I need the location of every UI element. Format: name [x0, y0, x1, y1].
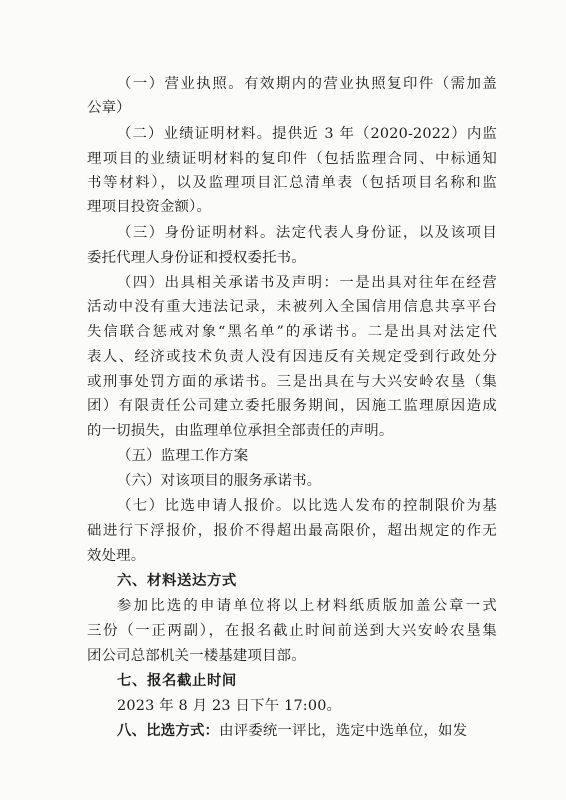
item-7-line-3: 效处理。 [87, 548, 146, 564]
section-8-heading: 八、比选方式： [117, 722, 220, 739]
section-6-line-3: 团公司总部机关一楼基建项目部。 [87, 648, 306, 664]
item-4-line-6: 团）有限责任公司建立委托服务期间，因施工监理原因造成 [87, 398, 497, 414]
section-6-line-2: 三份（一正两副），在报名截止时间前送到大兴安岭农垦集 [87, 623, 497, 639]
section-8-text: 由评委统一评比，选定中选单位，如发 [219, 723, 468, 739]
item-7-line-1: （七）比选申请人报价。以比选人发布的控制限价为基 [117, 498, 497, 514]
item-2-line-4: 理项目投资金额）。 [87, 199, 212, 215]
item-4-line-4: 表人、经济或技术负责人没有因违反有关规定受到行政处分 [87, 349, 497, 365]
item-3-line-1: （三）身份证明材料。法定代表人身份证，以及该项目 [117, 225, 497, 241]
item-6-line-1: （六）对该项目的服务承诺书。 [117, 473, 322, 489]
section-6-heading: 六、材料送达方式 [117, 572, 237, 589]
item-7-line-2: 础进行下浮报价，报价不得超出最高限价，超出规定的作无 [87, 523, 497, 539]
item-4-line-3: 失信联合惩戒对象“黑名单”的承诺书。二是出具对法定代 [87, 324, 497, 340]
item-2-line-2: 理项目的业绩证明材料的复印件（包括监理合同、中标通知 [87, 151, 497, 167]
section-8-line [117, 721, 497, 741]
item-3-line-2: 委托代理人身份证和授权委托书。 [87, 250, 306, 266]
item-4-line-1: （四）出具相关承诺书及声明：一是出具对往年在经营 [117, 275, 497, 291]
item-5-line-1: （五）监理工作方案 [117, 448, 249, 464]
item-4-line-7: 的一切损失，由监理单位承担全部责任的声明。 [87, 423, 394, 439]
section-7-deadline: 2023 年 8 月 23 日下午 17:00。 [117, 698, 342, 714]
item-1-line-2: 公章） [87, 100, 131, 116]
section-6-line-1: 参加比选的申请单位将以上材料纸质版加盖公章一式 [117, 598, 497, 614]
section-7-heading: 七、报名截止时间 [117, 672, 237, 689]
item-4-line-5: 或刑事处罚方面的承诺书。三是出具在与大兴安岭农垦（集 [87, 374, 497, 390]
item-2-line-1: （二）业绩证明材料。提供近 3 年（2020-2022）内监 [117, 126, 497, 142]
item-2-line-3: 书等材料），以及监理项目汇总清单表（包括项目名称和监 [87, 175, 497, 191]
item-1-line-1: （一）营业执照。有效期内的营业执照复印件（需加盖 [117, 76, 497, 92]
item-4-line-2: 活动中没有重大违法记录，未被列入全国信用信息共享平台 [87, 299, 497, 315]
